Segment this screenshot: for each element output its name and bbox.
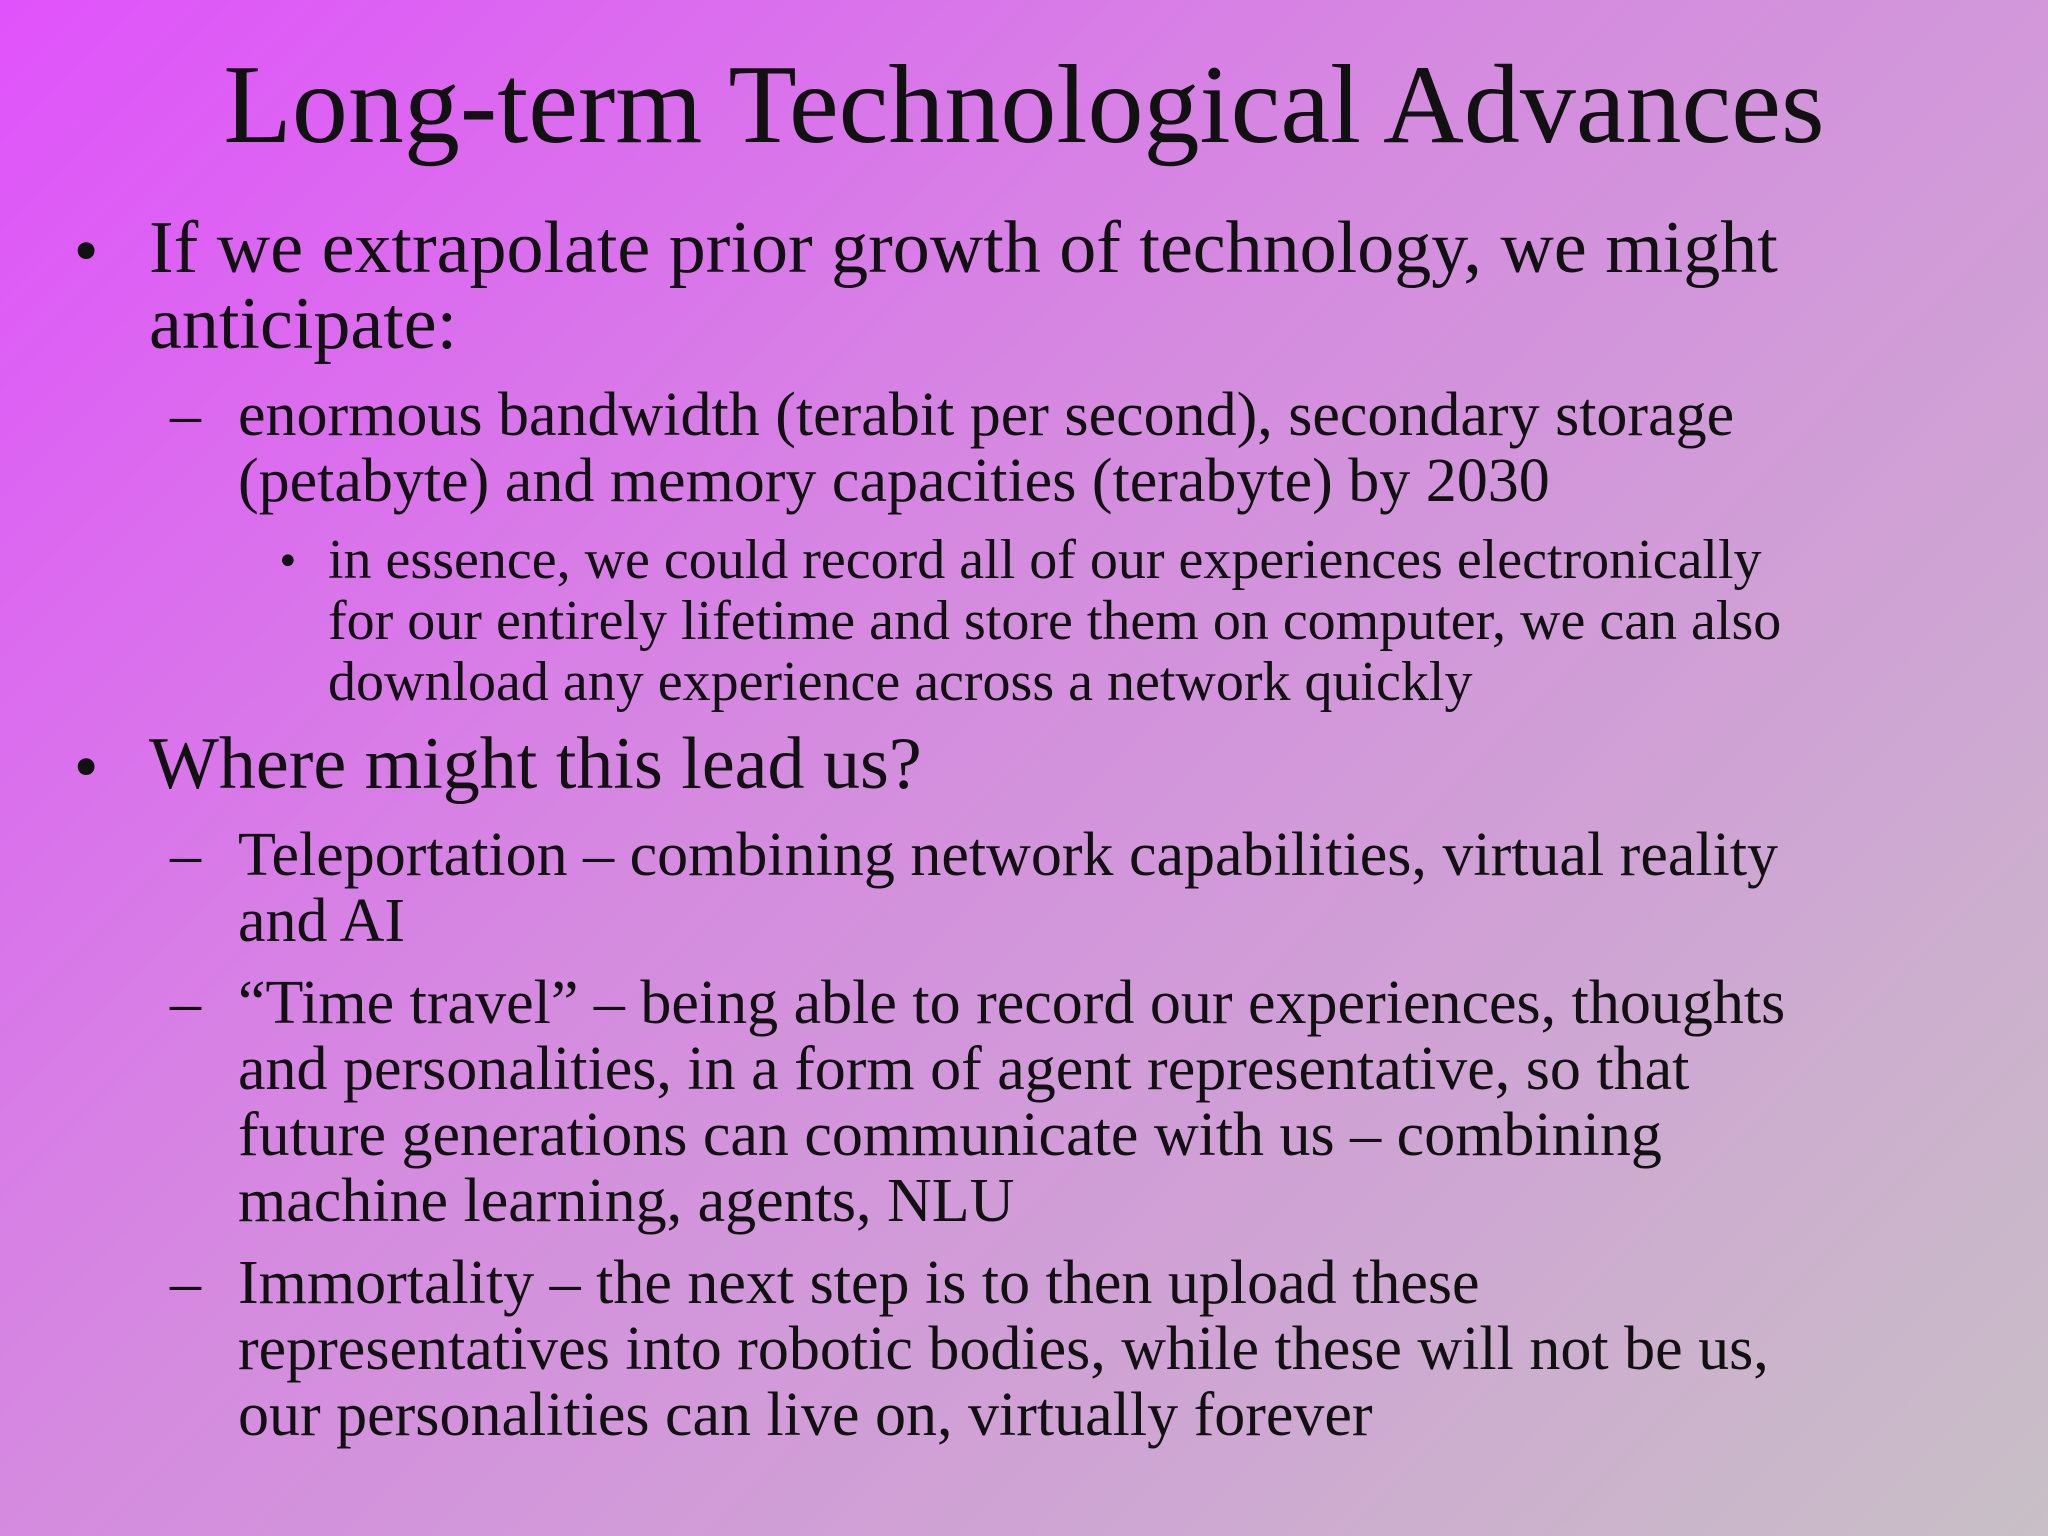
subbullet-text-line: (petabyte) and memory capacities (terabyte) by 2030 (238, 447, 1550, 515)
subbullet-text-line: representatives into robotic bodies, while these will not be us, (238, 1315, 1769, 1383)
subbullet-text-line: Teleportation – combining network capabilities, virtual reality (238, 821, 1779, 889)
subbullet-text-line: “Time travel” – being able to record our experiences, thoughts (238, 969, 1786, 1037)
bullet-text-line: anticipate: (149, 283, 458, 365)
dash-marker: – (170, 821, 201, 889)
subbullet-text-line: and AI (238, 887, 406, 955)
subbullet-text-line: machine learning, agents, NLU (238, 1167, 1015, 1235)
subsubbullet-record-experiences (276, 529, 1782, 713)
bullet-text-line: If we extrapolate prior growth of technology, we might (149, 207, 1778, 289)
bullet-marker: • (276, 539, 300, 585)
subbullet-bandwidth (170, 381, 1735, 515)
subbullet-text-line: enormous bandwidth (terabit per second), secondary storage (238, 381, 1735, 449)
slide-title: Long-term Technological Advances (223, 43, 1825, 167)
subbullet-immortality (170, 1249, 1769, 1449)
subbullet-text-line: future generations can communicate with us – combining (238, 1101, 1662, 1169)
dash-marker: – (170, 1249, 201, 1317)
bullet-marker: • (69, 218, 104, 286)
subbullet-time-travel (170, 969, 1786, 1235)
subsubbullet-text-line: for our entirely lifetime and store them on computer, we can also (328, 590, 1782, 652)
dash-marker: – (170, 969, 201, 1037)
bullet-text-line: Where might this lead us? (149, 723, 922, 805)
subbullet-text-line: Immortality – the next step is to then upload these (238, 1249, 1480, 1317)
dash-marker: – (170, 381, 201, 449)
bullet-marker: • (69, 734, 104, 802)
subsubbullet-text-line: in essence, we could record all of our experiences electronically (328, 529, 1762, 591)
subsubbullet-text-line: download any experience across a network quickly (328, 651, 1473, 713)
subbullet-text-line: and personalities, in a form of agent representative, so that (238, 1035, 1690, 1103)
bullet-where-lead (69, 723, 922, 805)
subbullet-teleportation (170, 821, 1779, 955)
bullet-extrapolate (69, 207, 1778, 365)
subbullet-text-line: our personalities can live on, virtually forever (238, 1381, 1373, 1449)
